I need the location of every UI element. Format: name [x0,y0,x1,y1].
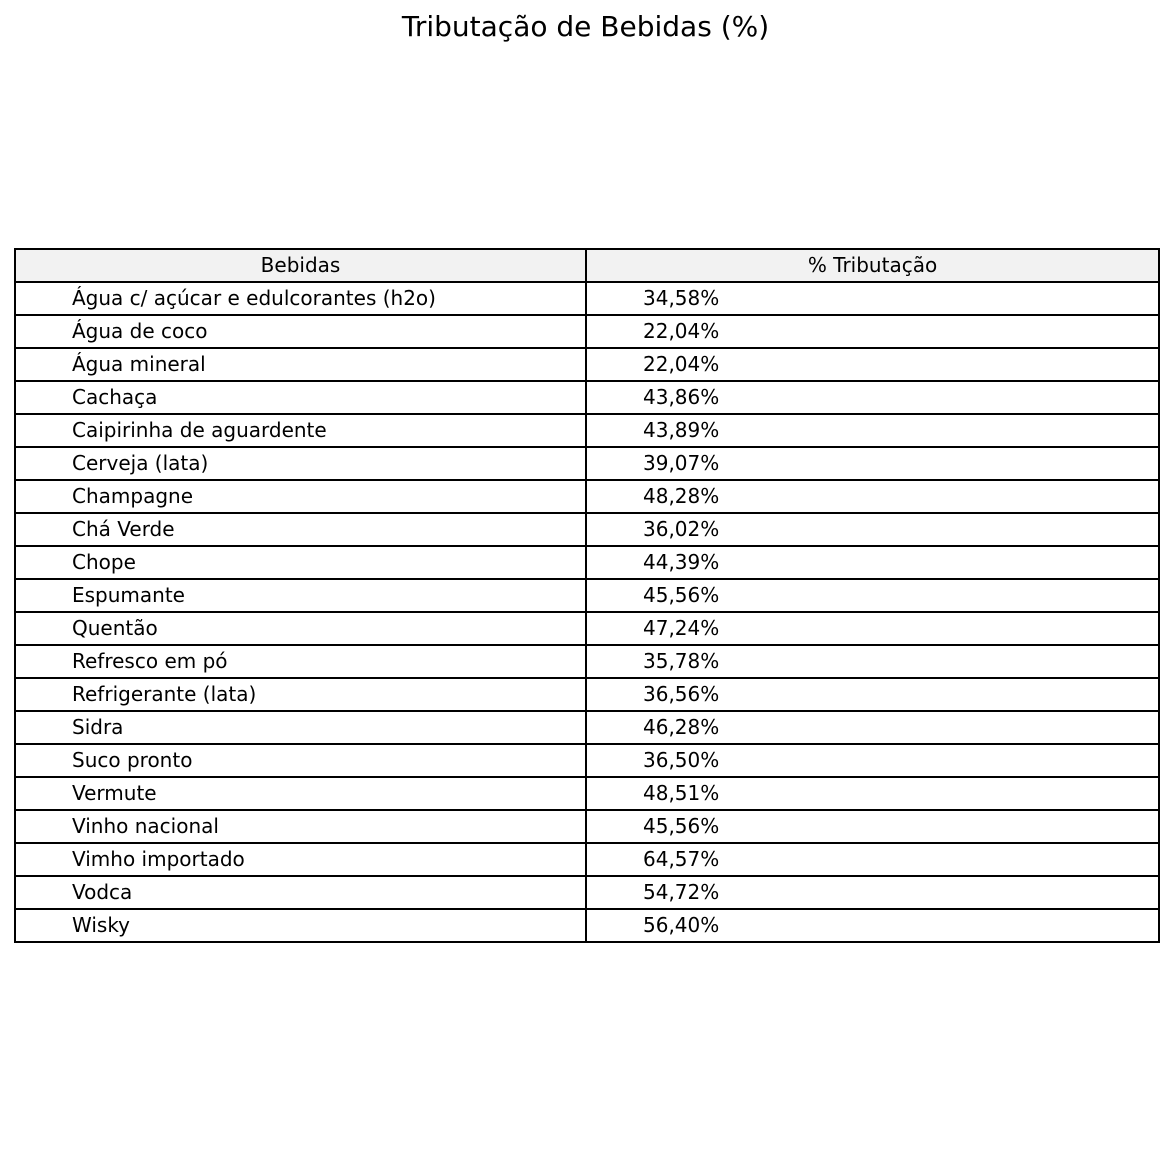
table-row [15,678,1159,711]
cell-bebida: Caipirinha de aguardente [15,414,586,447]
cell-bebida: Cachaça [15,381,586,414]
cell-tributacao: 43,86% [586,381,1159,414]
cell-bebida: Refresco em pó [15,645,586,678]
cell-tributacao: 35,78% [586,645,1159,678]
cell-tributacao: 22,04% [586,348,1159,381]
cell-tributacao: 48,51% [586,777,1159,810]
table-row [15,381,1159,414]
data-table [14,248,1160,943]
table-row [15,282,1159,315]
table-row [15,414,1159,447]
cell-bebida: Cerveja (lata) [15,447,586,480]
cell-tributacao: 39,07% [586,447,1159,480]
cell-tributacao: 47,24% [586,612,1159,645]
table-row [15,513,1159,546]
table-row [15,546,1159,579]
cell-bebida: Refrigerante (lata) [15,678,586,711]
table-row [15,612,1159,645]
cell-tributacao: 46,28% [586,711,1159,744]
cell-tributacao: 48,28% [586,480,1159,513]
cell-tributacao: 54,72% [586,876,1159,909]
column-header-bebidas: Bebidas [15,249,586,282]
table-row [15,711,1159,744]
cell-bebida: Vermute [15,777,586,810]
cell-tributacao: 34,58% [586,282,1159,315]
cell-tributacao: 45,56% [586,810,1159,843]
table-row [15,579,1159,612]
cell-tributacao: 22,04% [586,315,1159,348]
column-header-tributacao: % Tributação [586,249,1159,282]
table-row [15,744,1159,777]
cell-tributacao: 36,56% [586,678,1159,711]
table-row [15,447,1159,480]
cell-tributacao: 45,56% [586,579,1159,612]
cell-bebida: Quentão [15,612,586,645]
table-row [15,480,1159,513]
cell-bebida: Champagne [15,480,586,513]
cell-bebida: Wisky [15,909,586,942]
cell-tributacao: 56,40% [586,909,1159,942]
cell-bebida: Vinho nacional [15,810,586,843]
header-row [15,249,1159,282]
cell-bebida: Água c/ açúcar e edulcorantes (h2o) [15,282,586,315]
cell-bebida: Vimho importado [15,843,586,876]
table-row [15,348,1159,381]
cell-bebida: Água de coco [15,315,586,348]
table-body [15,282,1159,942]
table-row [15,645,1159,678]
cell-tributacao: 36,50% [586,744,1159,777]
cell-bebida: Chá Verde [15,513,586,546]
chart-title: Tributação de Bebidas (%) [401,10,770,43]
cell-bebida: Vodca [15,876,586,909]
cell-bebida: Espumante [15,579,586,612]
cell-tributacao: 43,89% [586,414,1159,447]
table-row [15,909,1159,942]
table-row [15,843,1159,876]
cell-tributacao: 36,02% [586,513,1159,546]
cell-bebida: Chope [15,546,586,579]
table-row [15,876,1159,909]
cell-tributacao: 64,57% [586,843,1159,876]
table-row [15,810,1159,843]
cell-bebida: Suco pronto [15,744,586,777]
table-row [15,777,1159,810]
table-row [15,315,1159,348]
cell-tributacao: 44,39% [586,546,1159,579]
cell-bebida: Água mineral [15,348,586,381]
cell-bebida: Sidra [15,711,586,744]
